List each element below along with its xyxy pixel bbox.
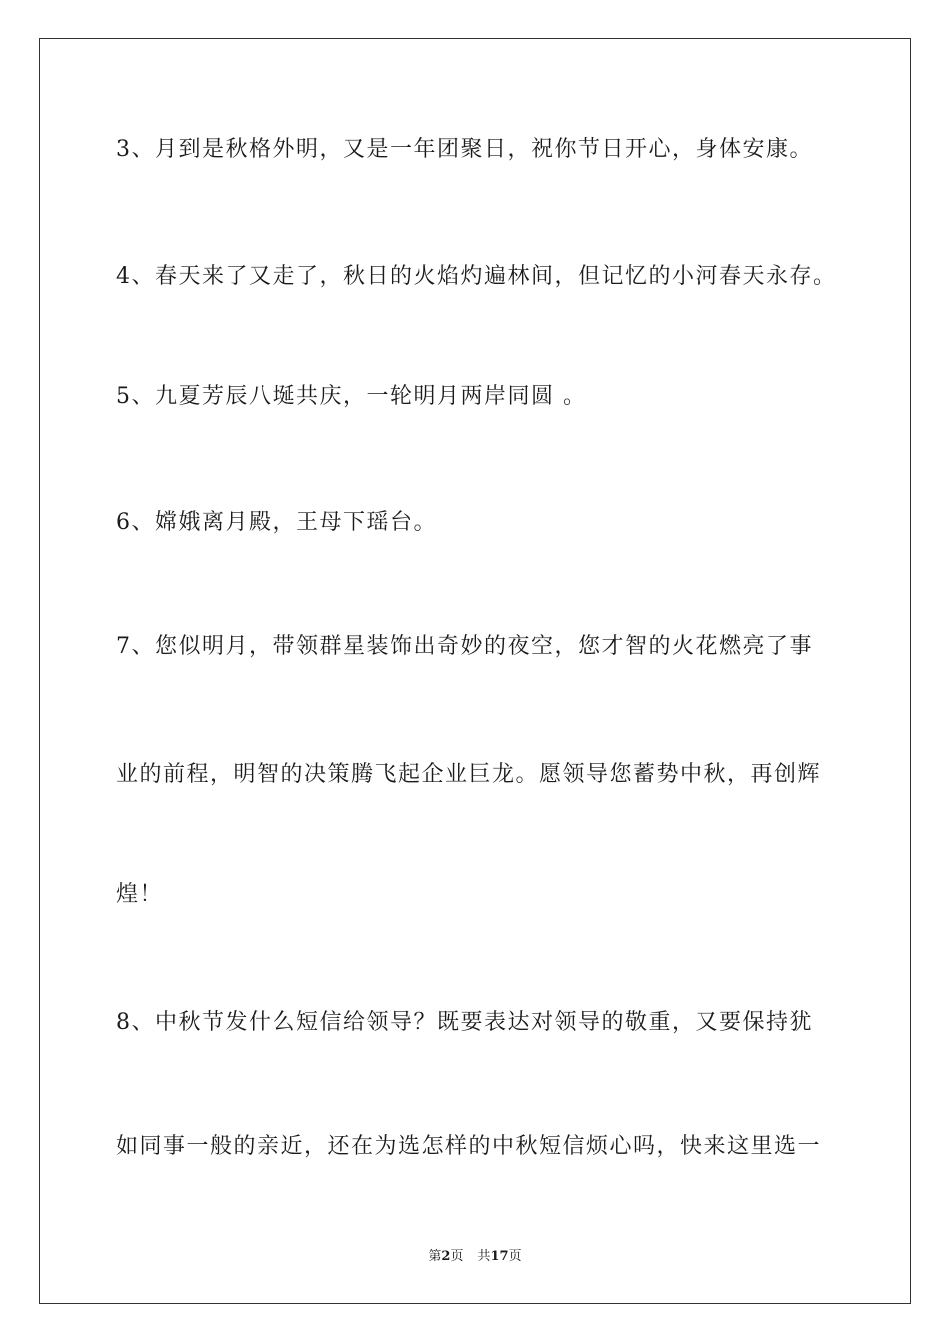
page-label: 第2页 — [428, 1249, 464, 1264]
text-line: 6、嫦娥离月殿，王母下瑶台。 — [116, 510, 437, 535]
total-pages-label: 共17页 — [477, 1249, 522, 1264]
text-line: 4、春天来了又走了，秋日的火焰灼遍林间，但记忆的小河春天永存。 — [116, 264, 837, 289]
current-page-number: 2 — [441, 1249, 451, 1264]
total-pages-number: 17 — [490, 1249, 509, 1264]
page-frame — [39, 38, 911, 1304]
text-line: 如同事一般的亲近，还在为选怎样的中秋短信烦心吗，快来这里选一 — [116, 1134, 822, 1159]
text-line: 5、九夏芳辰八埏共庆，一轮明月两岸同圆 。 — [116, 384, 587, 409]
text-line: 3、月到是秋格外明，又是一年团聚日，祝你节日开心，身体安康。 — [116, 137, 813, 162]
text-line: 煌！ — [116, 882, 164, 907]
text-line: 7、您似明月，带领群星装饰出奇妙的夜空，您才智的火花燃亮了事 — [116, 634, 813, 659]
text-line: 业的前程，明智的决策腾飞起企业巨龙。愿领导您蓄势中秋，再创辉 — [116, 762, 822, 787]
text-line: 8、中秋节发什么短信给领导？既要表达对领导的敬重，又要保持犹 — [116, 1010, 813, 1035]
page-footer — [0, 1248, 950, 1266]
